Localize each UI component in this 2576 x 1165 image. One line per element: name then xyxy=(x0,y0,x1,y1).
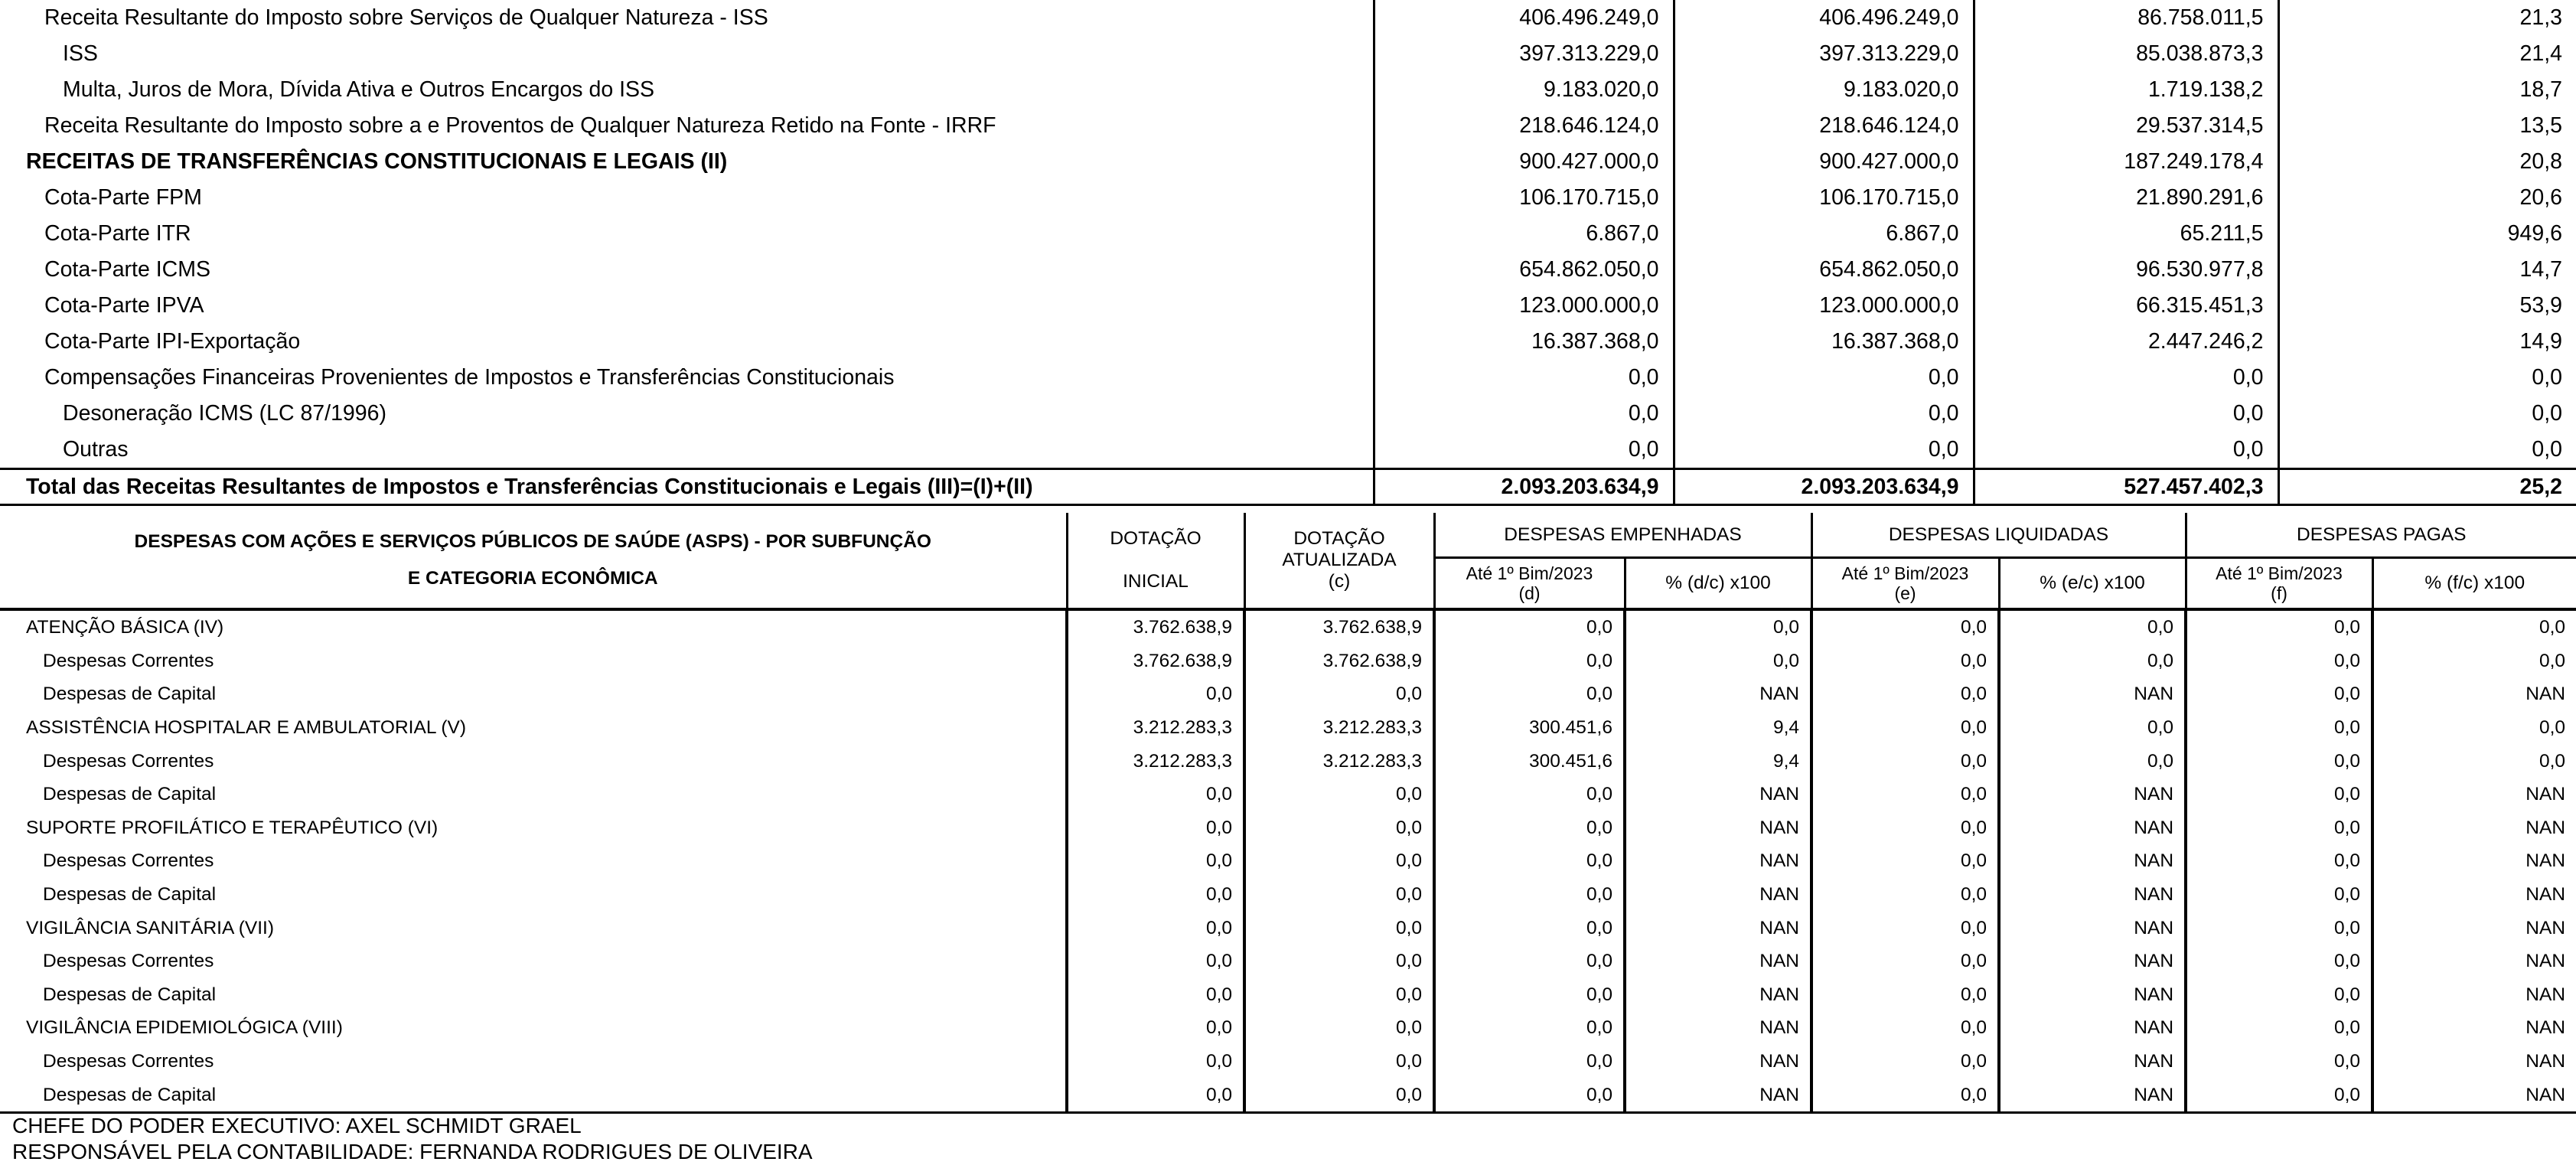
expense-empenhadas-value: 0,0 xyxy=(1434,878,1625,912)
expense-pagas-value: 0,0 xyxy=(2186,945,2372,978)
expense-row-label: ASSISTÊNCIA HOSPITALAR E AMBULATORIAL (V) xyxy=(26,717,466,739)
expense-row xyxy=(0,878,2576,912)
expense-empenhadas-value: 0,0 xyxy=(1434,778,1625,811)
group-despesas-empenhadas: DESPESAS EMPENHADAS xyxy=(1434,513,1811,558)
expense-dotacao-inicial: 3.212.283,3 xyxy=(1067,744,1244,778)
revenue-realizadas: 65.211,5 xyxy=(1974,216,2278,252)
expense-liquidadas-value: 0,0 xyxy=(1811,811,1999,845)
expense-row-label: Despesas Correntes xyxy=(43,951,214,972)
expense-dotacao-atualizada: 0,0 xyxy=(1244,878,1434,912)
expenses-table-body xyxy=(0,609,2576,1112)
revenue-row xyxy=(0,432,2576,469)
expense-pagas-percent: 0,0 xyxy=(2372,711,2576,745)
expense-row xyxy=(0,911,2576,945)
expense-row xyxy=(0,711,2576,745)
dotacao-atualizada-line1: DOTAÇÃO xyxy=(1293,528,1385,549)
revenue-previsao-atualizada: 106.170.715,0 xyxy=(1674,180,1974,216)
dotacao-atualizada-line2: ATUALIZADA xyxy=(1282,550,1397,570)
revenue-previsao-atualizada: 123.000.000,0 xyxy=(1674,288,1974,324)
revenue-previsao-inicial: 6.867,0 xyxy=(1374,216,1674,252)
expense-liquidadas-percent: 0,0 xyxy=(1999,609,2186,645)
expense-row xyxy=(0,778,2576,811)
revenue-percent: 0,0 xyxy=(2278,396,2576,432)
revenue-previsao-atualizada: 406.496.249,0 xyxy=(1674,0,1974,36)
expense-empenhadas-value: 0,0 xyxy=(1434,978,1625,1012)
expense-liquidadas-percent: NAN xyxy=(1999,878,2186,912)
expense-row xyxy=(0,645,2576,678)
revenue-realizadas: 86.758.011,5 xyxy=(1974,0,2278,36)
revenue-previsao-inicial: 9.183.020,0 xyxy=(1374,72,1674,108)
expense-liquidadas-value: 0,0 xyxy=(1811,1011,1999,1045)
revenue-percent: 20,8 xyxy=(2278,144,2576,180)
expense-pagas-percent: NAN xyxy=(2372,945,2576,978)
expense-empenhadas-percent: NAN xyxy=(1625,878,1811,912)
expense-dotacao-inicial: 3.762.638,9 xyxy=(1067,645,1244,678)
revenue-realizadas: 1.719.138,2 xyxy=(1974,72,2278,108)
expense-empenhadas-value: 0,0 xyxy=(1434,609,1625,645)
expense-row-label: SUPORTE PROFILÁTICO E TERAPÊUTICO (VI) xyxy=(26,817,439,838)
expense-row xyxy=(0,1078,2576,1112)
revenue-row xyxy=(0,72,2576,108)
expense-pagas-percent: NAN xyxy=(2372,844,2576,878)
revenue-total-row xyxy=(0,469,2576,505)
revenue-row-label: Cota-Parte IPVA xyxy=(44,293,204,318)
expense-dotacao-atualizada: 0,0 xyxy=(1244,844,1434,878)
expense-dotacao-inicial: 0,0 xyxy=(1067,844,1244,878)
expense-pagas-value: 0,0 xyxy=(2186,978,2372,1012)
expense-dotacao-inicial: 0,0 xyxy=(1067,945,1244,978)
revenue-realizadas: 0,0 xyxy=(1974,360,2278,396)
expense-liquidadas-value: 0,0 xyxy=(1811,1078,1999,1112)
expense-row xyxy=(0,945,2576,978)
expense-liquidadas-percent: NAN xyxy=(1999,778,2186,811)
expense-dotacao-inicial: 0,0 xyxy=(1067,811,1244,845)
revenue-row xyxy=(0,216,2576,252)
expense-dotacao-atualizada: 0,0 xyxy=(1244,1011,1434,1045)
revenue-realizadas: 29.537.314,5 xyxy=(1974,108,2278,144)
revenue-previsao-inicial: 0,0 xyxy=(1374,432,1674,469)
expense-pagas-percent: NAN xyxy=(2372,1078,2576,1112)
col-dotacao-atualizada xyxy=(1244,513,1434,609)
revenue-percent: 14,7 xyxy=(2278,252,2576,288)
expense-row xyxy=(0,609,2576,645)
expense-dotacao-inicial: 0,0 xyxy=(1067,677,1244,711)
col-empenhadas-ate-bim xyxy=(1434,558,1625,610)
expense-row-label: Despesas de Capital xyxy=(43,1084,217,1105)
expense-liquidadas-value: 0,0 xyxy=(1811,778,1999,811)
signatures-footer xyxy=(12,1113,813,1165)
expense-dotacao-atualizada: 0,0 xyxy=(1244,945,1434,978)
liquidadas-e-label: (e) xyxy=(1894,583,1916,603)
revenue-previsao-inicial: 406.496.249,0 xyxy=(1374,0,1674,36)
revenue-percent: 53,9 xyxy=(2278,288,2576,324)
expense-empenhadas-percent: 9,4 xyxy=(1625,744,1811,778)
expense-liquidadas-value: 0,0 xyxy=(1811,978,1999,1012)
revenue-row-label: Compensações Financeiras Provenientes de Impostos e Transferências Constitucionais xyxy=(44,365,895,390)
dotacao-inicial-line1: DOTAÇÃO xyxy=(1110,528,1202,549)
expense-liquidadas-value: 0,0 xyxy=(1811,677,1999,711)
revenue-row xyxy=(0,144,2576,180)
expense-liquidadas-percent: NAN xyxy=(1999,945,2186,978)
revenue-row xyxy=(0,324,2576,360)
expense-pagas-percent: NAN xyxy=(2372,778,2576,811)
revenue-previsao-atualizada: 0,0 xyxy=(1674,432,1974,469)
revenue-percent: 21,3 xyxy=(2278,0,2576,36)
expense-row-label: Despesas de Capital xyxy=(43,984,217,1005)
expense-empenhadas-value: 0,0 xyxy=(1434,844,1625,878)
expense-liquidadas-value: 0,0 xyxy=(1811,878,1999,912)
col-pagas-percent: % (f/c) x100 xyxy=(2372,558,2576,610)
revenue-previsao-inicial: 16.387.368,0 xyxy=(1374,324,1674,360)
expense-empenhadas-percent: 0,0 xyxy=(1625,609,1811,645)
expense-pagas-value: 0,0 xyxy=(2186,844,2372,878)
col-empenhadas-percent: % (d/c) x100 xyxy=(1625,558,1811,610)
expense-empenhadas-percent: NAN xyxy=(1625,844,1811,878)
expense-liquidadas-percent: 0,0 xyxy=(1999,645,2186,678)
revenue-previsao-atualizada: 9.183.020,0 xyxy=(1674,72,1974,108)
revenue-previsao-inicial: 218.646.124,0 xyxy=(1374,108,1674,144)
expense-empenhadas-percent: NAN xyxy=(1625,978,1811,1012)
revenue-row xyxy=(0,252,2576,288)
expense-dotacao-atualizada: 0,0 xyxy=(1244,911,1434,945)
expense-empenhadas-percent: NAN xyxy=(1625,677,1811,711)
revenue-percent: 949,6 xyxy=(2278,216,2576,252)
empenhadas-d-label: (d) xyxy=(1518,583,1541,603)
revenue-percent: 21,4 xyxy=(2278,36,2576,72)
expense-dotacao-inicial: 0,0 xyxy=(1067,1078,1244,1112)
expense-liquidadas-value: 0,0 xyxy=(1811,844,1999,878)
expense-row-label: Despesas de Capital xyxy=(43,784,217,805)
expense-pagas-value: 0,0 xyxy=(2186,778,2372,811)
expense-empenhadas-percent: NAN xyxy=(1625,811,1811,845)
expense-empenhadas-value: 300.451,6 xyxy=(1434,711,1625,745)
expense-dotacao-inicial: 0,0 xyxy=(1067,1045,1244,1079)
revenue-row xyxy=(0,0,2576,36)
expense-empenhadas-value: 300.451,6 xyxy=(1434,744,1625,778)
revenue-realizadas: 96.530.977,8 xyxy=(1974,252,2278,288)
revenue-previsao-atualizada: 0,0 xyxy=(1674,360,1974,396)
expense-dotacao-atualizada: 3.762.638,9 xyxy=(1244,609,1434,645)
revenue-percent: 20,6 xyxy=(2278,180,2576,216)
expense-dotacao-inicial: 0,0 xyxy=(1067,978,1244,1012)
responsavel-contabilidade-text: RESPONSÁVEL PELA CONTABILIDADE: FERNANDA RODRIGUES DE OLIVEIRA xyxy=(12,1140,813,1163)
expense-liquidadas-percent: 0,0 xyxy=(1999,711,2186,745)
revenue-realizadas: 85.038.873,3 xyxy=(1974,36,2278,72)
revenue-row xyxy=(0,288,2576,324)
revenue-percent: 13,5 xyxy=(2278,108,2576,144)
expense-pagas-percent: NAN xyxy=(2372,878,2576,912)
dotacao-inicial-line2: INICIAL xyxy=(1123,571,1189,592)
expense-dotacao-atualizada: 0,0 xyxy=(1244,1078,1434,1112)
expense-pagas-percent: 0,0 xyxy=(2372,609,2576,645)
expense-row xyxy=(0,811,2576,845)
expense-dotacao-atualizada: 3.212.283,3 xyxy=(1244,711,1434,745)
expense-empenhadas-value: 0,0 xyxy=(1434,645,1625,678)
expense-empenhadas-value: 0,0 xyxy=(1434,811,1625,845)
expense-dotacao-inicial: 0,0 xyxy=(1067,1011,1244,1045)
expense-pagas-value: 0,0 xyxy=(2186,811,2372,845)
expense-empenhadas-percent: NAN xyxy=(1625,1045,1811,1079)
revenue-row-label: Desoneração ICMS (LC 87/1996) xyxy=(63,401,386,426)
expense-dotacao-atualizada: 0,0 xyxy=(1244,811,1434,845)
expense-pagas-value: 0,0 xyxy=(2186,1011,2372,1045)
expense-liquidadas-percent: NAN xyxy=(1999,677,2186,711)
expense-dotacao-inicial: 3.762.638,9 xyxy=(1067,609,1244,645)
revenue-row-label: Receita Resultante do Imposto sobre Serviços de Qualquer Natureza - ISS xyxy=(44,5,768,30)
pagas-f-label: (f) xyxy=(2271,583,2287,603)
revenue-previsao-inicial: 106.170.715,0 xyxy=(1374,180,1674,216)
revenue-previsao-atualizada: 218.646.124,0 xyxy=(1674,108,1974,144)
expense-pagas-value: 0,0 xyxy=(2186,744,2372,778)
revenue-row-label: Cota-Parte ICMS xyxy=(44,257,210,282)
expense-pagas-value: 0,0 xyxy=(2186,609,2372,645)
expense-liquidadas-value: 0,0 xyxy=(1811,711,1999,745)
expense-row-label: VIGILÂNCIA SANITÁRIA (VII) xyxy=(26,917,275,938)
expense-row xyxy=(0,1011,2576,1045)
revenue-previsao-atualizada: 654.862.050,0 xyxy=(1674,252,1974,288)
expense-row-label: ATENÇÃO BÁSICA (IV) xyxy=(26,617,224,638)
revenue-row xyxy=(0,360,2576,396)
revenue-row-label: ISS xyxy=(63,41,98,66)
expense-row-label: Despesas Correntes xyxy=(43,650,214,671)
revenue-total-previsao-atualizada: 2.093.203.634,9 xyxy=(1674,469,1974,505)
expense-liquidadas-percent: NAN xyxy=(1999,811,2186,845)
expense-pagas-value: 0,0 xyxy=(2186,878,2372,912)
expense-pagas-percent: NAN xyxy=(2372,677,2576,711)
dotacao-atualizada-line3: (c) xyxy=(1328,571,1351,592)
expense-empenhadas-percent: 9,4 xyxy=(1625,711,1811,745)
expense-liquidadas-percent: NAN xyxy=(1999,911,2186,945)
expense-empenhadas-value: 0,0 xyxy=(1434,945,1625,978)
expense-row-label: Despesas Correntes xyxy=(43,850,214,872)
revenue-percent: 18,7 xyxy=(2278,72,2576,108)
expense-pagas-value: 0,0 xyxy=(2186,1078,2372,1112)
expense-dotacao-atualizada: 0,0 xyxy=(1244,1045,1434,1079)
revenue-row-label: Cota-Parte ITR xyxy=(44,221,191,246)
revenue-row-label: Cota-Parte IPI-Exportação xyxy=(44,329,301,354)
expense-liquidadas-value: 0,0 xyxy=(1811,911,1999,945)
expense-liquidadas-value: 0,0 xyxy=(1811,645,1999,678)
col-liquidadas-percent: % (e/c) x100 xyxy=(1999,558,2186,610)
expense-empenhadas-value: 0,0 xyxy=(1434,1045,1625,1079)
revenue-previsao-inicial: 0,0 xyxy=(1374,396,1674,432)
col-dotacao-inicial xyxy=(1067,513,1244,609)
revenue-total-label: Total das Receitas Resultantes de Impostos e Transferências Constitucionais e Legais (III)=(I)+(II) xyxy=(0,469,1374,505)
revenue-realizadas: 0,0 xyxy=(1974,432,2278,469)
expense-dotacao-inicial: 0,0 xyxy=(1067,778,1244,811)
expense-row-label: Despesas Correntes xyxy=(43,750,214,772)
revenue-realizadas: 0,0 xyxy=(1974,396,2278,432)
revenue-row-label: Multa, Juros de Mora, Dívida Ativa e Outros Encargos do ISS xyxy=(63,77,655,102)
revenue-realizadas: 21.890.291,6 xyxy=(1974,180,2278,216)
expense-empenhadas-value: 0,0 xyxy=(1434,1078,1625,1112)
chefe-executivo-text: CHEFE DO PODER EXECUTIVO: AXEL SCHMIDT GRAEL xyxy=(12,1114,582,1137)
expense-pagas-percent: NAN xyxy=(2372,1045,2576,1079)
revenue-previsao-inicial: 654.862.050,0 xyxy=(1374,252,1674,288)
revenue-previsao-atualizada: 16.387.368,0 xyxy=(1674,324,1974,360)
expense-empenhadas-percent: NAN xyxy=(1625,778,1811,811)
revenue-previsao-inicial: 123.000.000,0 xyxy=(1374,288,1674,324)
expense-dotacao-atualizada: 0,0 xyxy=(1244,978,1434,1012)
expense-row xyxy=(0,844,2576,878)
revenue-table-body xyxy=(0,0,2576,469)
expenses-table-header xyxy=(0,513,2576,609)
revenue-previsao-inicial: 0,0 xyxy=(1374,360,1674,396)
expenses-table xyxy=(0,513,2576,1114)
expense-liquidadas-percent: NAN xyxy=(1999,844,2186,878)
liquidadas-ate-bim-label: Até 1º Bim/2023 xyxy=(1841,563,1969,583)
expense-empenhadas-value: 0,0 xyxy=(1434,677,1625,711)
expense-liquidadas-value: 0,0 xyxy=(1811,609,1999,645)
revenue-previsao-atualizada: 6.867,0 xyxy=(1674,216,1974,252)
expense-dotacao-atualizada: 0,0 xyxy=(1244,778,1434,811)
expenses-title xyxy=(0,513,1067,609)
expense-pagas-value: 0,0 xyxy=(2186,1045,2372,1079)
col-pagas-ate-bim xyxy=(2186,558,2372,610)
expense-liquidadas-percent: 0,0 xyxy=(1999,744,2186,778)
expense-empenhadas-percent: NAN xyxy=(1625,945,1811,978)
group-despesas-pagas: DESPESAS PAGAS xyxy=(2186,513,2576,558)
expense-liquidadas-percent: NAN xyxy=(1999,1078,2186,1112)
revenue-previsao-atualizada: 397.313.229,0 xyxy=(1674,36,1974,72)
expense-pagas-percent: NAN xyxy=(2372,1011,2576,1045)
revenue-row xyxy=(0,396,2576,432)
revenue-percent: 0,0 xyxy=(2278,360,2576,396)
expense-empenhadas-value: 0,0 xyxy=(1434,1011,1625,1045)
revenue-row-label: RECEITAS DE TRANSFERÊNCIAS CONSTITUCIONAIS E LEGAIS (II) xyxy=(26,149,728,174)
expense-pagas-percent: 0,0 xyxy=(2372,744,2576,778)
expense-row xyxy=(0,1045,2576,1079)
expense-pagas-value: 0,0 xyxy=(2186,711,2372,745)
expense-empenhadas-percent: NAN xyxy=(1625,1078,1811,1112)
revenue-row-label: Outras xyxy=(63,437,129,462)
expense-dotacao-atualizada: 3.762.638,9 xyxy=(1244,645,1434,678)
expense-empenhadas-value: 0,0 xyxy=(1434,911,1625,945)
expense-dotacao-inicial: 3.212.283,3 xyxy=(1067,711,1244,745)
expense-row-label: Despesas Correntes xyxy=(43,1051,214,1072)
expense-pagas-value: 0,0 xyxy=(2186,645,2372,678)
empenhadas-ate-bim-label: Até 1º Bim/2023 xyxy=(1466,563,1593,583)
expense-empenhadas-percent: 0,0 xyxy=(1625,645,1811,678)
revenue-row xyxy=(0,108,2576,144)
expense-dotacao-inicial: 0,0 xyxy=(1067,878,1244,912)
revenue-total-percent: 25,2 xyxy=(2278,469,2576,505)
expenses-title-line2: E CATEGORIA ECONÔMICA xyxy=(407,568,658,589)
expense-liquidadas-percent: NAN xyxy=(1999,1045,2186,1079)
expense-liquidadas-value: 0,0 xyxy=(1811,945,1999,978)
expense-row-label: Despesas de Capital xyxy=(43,884,217,906)
expense-pagas-percent: 0,0 xyxy=(2372,645,2576,678)
revenue-row xyxy=(0,180,2576,216)
expense-liquidadas-value: 0,0 xyxy=(1811,744,1999,778)
expense-pagas-value: 0,0 xyxy=(2186,677,2372,711)
expense-liquidadas-percent: NAN xyxy=(1999,1011,2186,1045)
revenue-row xyxy=(0,36,2576,72)
revenue-percent: 14,9 xyxy=(2278,324,2576,360)
revenue-realizadas: 66.315.451,3 xyxy=(1974,288,2278,324)
revenue-total-realizadas: 527.457.402,3 xyxy=(1974,469,2278,505)
col-liquidadas-ate-bim xyxy=(1811,558,1999,610)
expenses-title-line1: DESPESAS COM AÇÕES E SERVIÇOS PÚBLICOS DE SAÚDE (ASPS) - POR SUBFUNÇÃO xyxy=(134,531,931,552)
revenue-table xyxy=(0,0,2576,506)
expense-pagas-percent: NAN xyxy=(2372,811,2576,845)
revenue-realizadas: 2.447.246,2 xyxy=(1974,324,2278,360)
revenue-realizadas: 187.249.178,4 xyxy=(1974,144,2278,180)
expense-row-label: VIGILÂNCIA EPIDEMIOLÓGICA (VIII) xyxy=(26,1017,343,1039)
revenue-previsao-atualizada: 0,0 xyxy=(1674,396,1974,432)
expense-dotacao-inicial: 0,0 xyxy=(1067,911,1244,945)
group-despesas-liquidadas: DESPESAS LIQUIDADAS xyxy=(1811,513,2186,558)
expense-pagas-percent: NAN xyxy=(2372,978,2576,1012)
expense-row-label: Despesas de Capital xyxy=(43,684,217,705)
pagas-ate-bim-label: Até 1º Bim/2023 xyxy=(2216,563,2343,583)
revenue-previsao-inicial: 397.313.229,0 xyxy=(1374,36,1674,72)
revenue-previsao-inicial: 900.427.000,0 xyxy=(1374,144,1674,180)
expense-liquidadas-value: 0,0 xyxy=(1811,1045,1999,1079)
revenue-row-label: Cota-Parte FPM xyxy=(44,185,202,210)
expense-pagas-value: 0,0 xyxy=(2186,911,2372,945)
revenue-percent: 0,0 xyxy=(2278,432,2576,469)
revenue-row-label: Receita Resultante do Imposto sobre a e Proventos de Qualquer Natureza Retido na Fonte - IRRF xyxy=(44,113,996,138)
revenue-total-previsao-inicial: 2.093.203.634,9 xyxy=(1374,469,1674,505)
revenue-previsao-atualizada: 900.427.000,0 xyxy=(1674,144,1974,180)
expense-dotacao-atualizada: 0,0 xyxy=(1244,677,1434,711)
expense-empenhadas-percent: NAN xyxy=(1625,1011,1811,1045)
expense-row xyxy=(0,978,2576,1012)
expense-empenhadas-percent: NAN xyxy=(1625,911,1811,945)
expense-liquidadas-percent: NAN xyxy=(1999,978,2186,1012)
expense-dotacao-atualizada: 3.212.283,3 xyxy=(1244,744,1434,778)
expense-row xyxy=(0,677,2576,711)
expense-pagas-percent: NAN xyxy=(2372,911,2576,945)
expense-row xyxy=(0,744,2576,778)
